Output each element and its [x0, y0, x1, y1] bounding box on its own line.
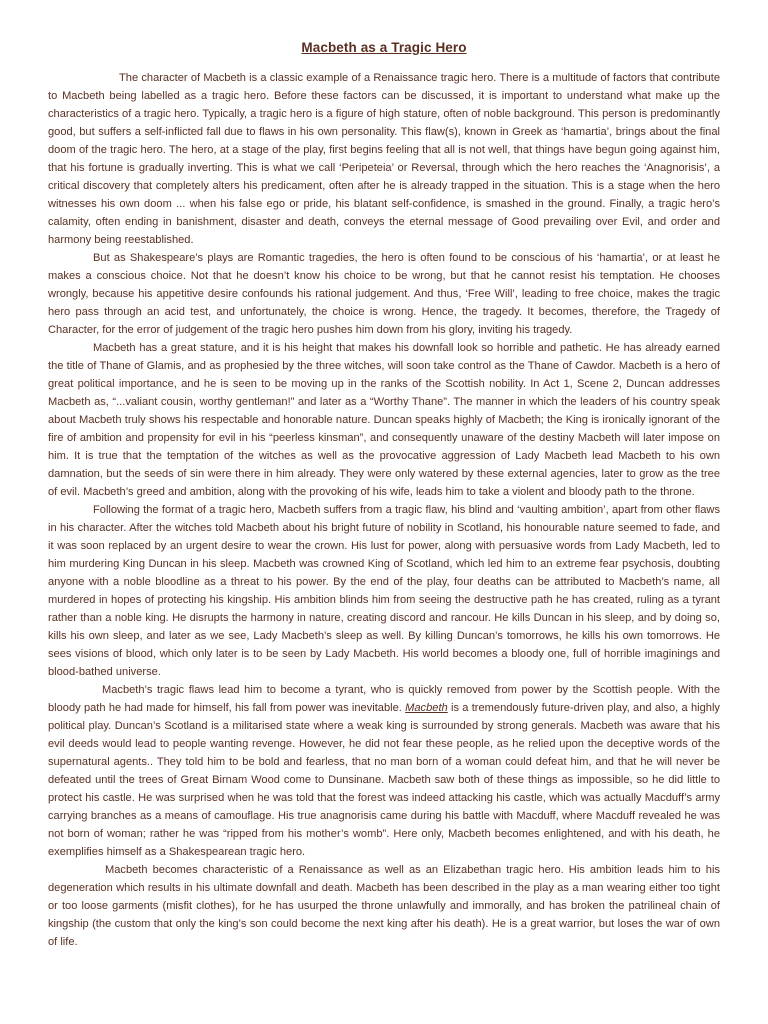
document-title: Macbeth as a Tragic Hero: [301, 40, 467, 55]
paragraph-tyrant-post: is a tremendously future-driven play, and also, a highly political play. Duncan’s Scotland is a militarised state where a weak king is surrounded by strong generals. Macbeth was aware that his evil deeds would lead to people wanting revenge. However, he did not fear these people, as he relied upon the deceptive words of the supernatural agents.. They told him to be bold and fearless, that no man born of a woman could defeat him, and that he will never be defeated until the trees of Great Birnam Wood come to Dunsinane. Macbeth saw both of these things as impossible, so he did little to protect his castle. He was surprised when he was told that the forest was indeed attacking his castle, which was actually Macduff’s army carrying branches as a means of camouflage. His true anagnorisis came during his battle with Macduff, where Macduff revealed he was not born of woman; rather he was “ripped from his mother’s womb”. Here only, Macbeth becomes enlightened, and with his death, he exemplifies himself as a Shakespearean tragic hero.: [48, 702, 720, 858]
paragraph-romantic-tragedy: But as Shakespeare’s plays are Romantic tragedies, the hero is often found to be conscious of his ‘hamartia’, or at least he makes a conscious choice. Not that he doesn’t know his choice to be wrong, but that he cannot resist his temptation. He chooses wrongly, because his appetitive desire confounds his rational judgement. And thus, ‘Free Will’, leading to free choice, makes the tragic hero pass through an acid test, and unfortunately, the choice is wrong. Hence, the tragedy. It becomes, therefore, the Tragedy of Character, for the error of judgement of the tragic hero pushes him down from his glory, inviting his tragedy.: [48, 252, 720, 336]
paragraph-conclusion: Macbeth becomes characteristic of a Renaissance as well as an Elizabethan tragic hero. His ambition leads him to his degeneration which results in his ultimate downfall and death. Macbeth has been described in the play as a man wearing either too tight or too loose garments (misfit clothes), for he has usurped the throne unlawfully and immorally, and has broken the patrilineal chain of kingship (the custom that only the king’s son could become the next king after his death). He is a great warrior, but loses the war of own of life.: [48, 864, 720, 948]
play-title-italic: Macbeth: [405, 702, 448, 714]
paragraph-tyrant: [48, 681, 720, 861]
paragraph-intro: The character of Macbeth is a classic example of a Renaissance tragic hero. There is a multitude of factors that contribute to Macbeth being labelled as a tragic hero. Before these factors can be discussed, it is important to understand what make up the characteristics of a tragic hero. Typically, a tragic hero is a figure of high stature, often of noble background. This person is predominantly good, but suffers a self-inflicted fall due to flaws in his own personality. This flaw(s), known in Greek as ‘hamartia’, brings about the final doom of the tragic hero. The hero, at a stage of the play, first begins feeling that all is not well, that things have begun going against him, that his fortune is gradually inverting. This is what we call ‘Peripeteia’ or Reversal, through which the hero reaches the ‘Anagnorisis’, a critical discovery that completely alters his predicament, often after he is already trapped in the situation. This is a stage when the hero witnesses his own doom ... when his false ego or pride, his blatant self-confidence, is smashed in the ground. Finally, a tragic hero’s calamity, often ending in banishment, disaster and death, conveys the eternal message of Good prevailing over Evil, and order and harmony being reestablished.: [48, 72, 720, 246]
paragraph-tragic-flaw: Following the format of a tragic hero, Macbeth suffers from a tragic flaw, his blind and ‘vaulting ambition’, apart from other flaws in his character. After the witches told Macbeth about his bright future of nobility in Scotland, his honourable nature seemed to fade, and it was soon replaced by an urgent desire to wear the crown. His lust for power, along with persuasive words from Lady Macbeth, led to him murdering King Duncan in his sleep. Macbeth was crowned King of Scotland, which led him to an extreme fear psychosis, doubting anyone with a noble bloodline as a threat to his power. By the end of the play, four deaths can be attributed to Macbeth’s name, all murdered in hopes of protecting his kingship. His ambition blinds him from seeing the destructive path he has created, ruling as a tyrant rather than a noble king. He disrupts the harmony in nature, creating discord and rancour. He kills Duncan in his sleep, and by doing so, kills his own sleep, and later as we see, Lady Macbeth’s sleep as well. By killing Duncan’s tomorrows, he kills his own tomorrows. He sees visions of blood, which only later is to be seen by Lady Macbeth. His world becomes a bloody one, full of horrible imaginings and blood-bathed universe.: [48, 504, 720, 678]
paragraph-stature: Macbeth has a great stature, and it is his height that makes his downfall look so horrible and pathetic. He has already earned the title of Thane of Glamis, and as prophesied by the three witches, will soon take control as the Thane of Cawdor. Macbeth is a hero of great political importance, and he is seen to be moving up in the ranks of the Scottish nobility. In Act 1, Scene 2, Duncan addresses Macbeth as, “...valiant cousin, worthy gentleman!” and later as a “Worthy Thane”. The manner in which the leaders of his country speak about Macbeth truly shows his respectable and honorable nature. Duncan speaks highly of Macbeth; the King is ironically ignorant of the fire of ambition and propensity for evil in his “peerless kinsman”, and consequently unaware of the destiny Macbeth will later impose on him. It is true that the temptation of the witches as well as the provocative aggression of Lady Macbeth lead Macbeth to his own damnation, but the seeds of sin were there in him already. They were only watered by these external agencies, later to grow as the tree of evil. Macbeth’s greed and ambition, along with the provoking of his wife, leads him to take a violent and bloody path to the throne.: [48, 342, 720, 498]
paragraph-tyrant-pre: Macbeth’s tragic flaws lead him to become a tyrant, who is quickly removed from power by the Scottish people. With the bloody path he had made for himself, his fall from power was inevitable.: [48, 684, 720, 714]
